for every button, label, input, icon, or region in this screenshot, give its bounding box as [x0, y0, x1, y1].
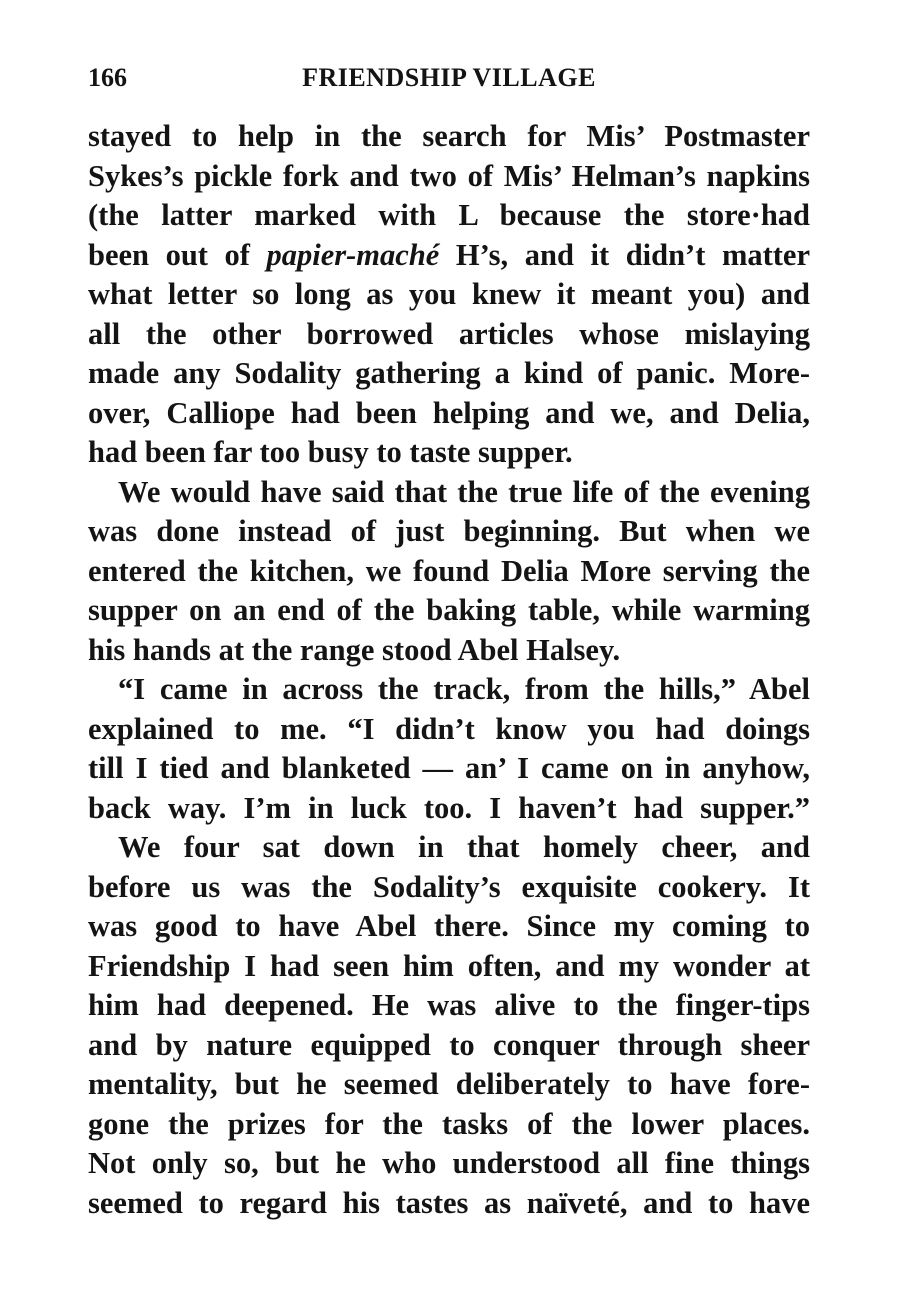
text-line: till I tied and blanketed — an’ I came on in anyhow, — [88, 751, 810, 785]
text-line: had been far too busy to taste supper. — [88, 435, 573, 469]
text-segment: H’s, and it didn’t matter — [439, 237, 810, 272]
text-line: over, Calliope had been helping and we, and Delia, — [88, 395, 810, 430]
body-text — [88, 117, 810, 1223]
text-segment: been out of — [88, 237, 267, 272]
text-line: explained to me. “I didn’t know you had doings — [88, 711, 810, 746]
page-number: 166 — [88, 63, 127, 92]
text-line: and by nature equipped to conquer through sheer — [88, 1027, 810, 1062]
running-head — [88, 60, 810, 96]
text-line: back way. I’m in luck too. I haven’t had supper.” — [88, 790, 810, 825]
italic-term: papier-maché — [266, 237, 440, 272]
text-line: what letter so long as you knew it meant you) and — [88, 277, 810, 311]
running-title: FRIENDSHIP VILLAGE — [302, 63, 596, 92]
text-line: him had deepened. He was alive to the finger-tips — [88, 988, 810, 1022]
text-line: seemed to regard his tastes as naïveté, and to have — [88, 1185, 810, 1220]
text-line: supper on an end of the baking table, while warming — [88, 593, 810, 627]
text-line: before us was the Sodality’s exquisite cookery. It — [88, 869, 810, 904]
text-line: was good to have Abel there. Since my coming to — [88, 909, 810, 943]
text-line: Friendship I had seen him often, and my wonder at — [88, 948, 810, 983]
text-line: Sykes’s pickle fork and two of Mis’ Helman’s napkins — [88, 158, 810, 193]
text-line: We would have said that the true life of the evening — [118, 474, 810, 509]
text-line: mentality, but he seemed deliberately to have fore- — [88, 1067, 810, 1101]
text-line: entered the kitchen, we found Delia More serving the — [88, 553, 810, 588]
text-line: all the other borrowed articles whose mislaying — [88, 316, 810, 351]
text-line: We four sat down in that homely cheer, and — [118, 830, 810, 864]
text-line: gone the prizes for the tasks of the lower places. — [88, 1106, 810, 1141]
text-line: “I came in across the track, from the hills,” Abel — [118, 672, 810, 706]
text-line — [88, 236, 810, 276]
text-line: made any Sodality gathering a kind of panic. More- — [88, 356, 810, 390]
text-line: Not only so, but he who understood all fine things — [88, 1146, 810, 1180]
text-line: his hands at the range stood Abel Halsey. — [88, 632, 621, 667]
text-line: was done instead of just beginning. But when we — [88, 514, 810, 548]
text-line: stayed to help in the search for Mis’ Postmaster — [88, 119, 810, 153]
text-line: (the latter marked with L because the store·had — [88, 198, 810, 232]
